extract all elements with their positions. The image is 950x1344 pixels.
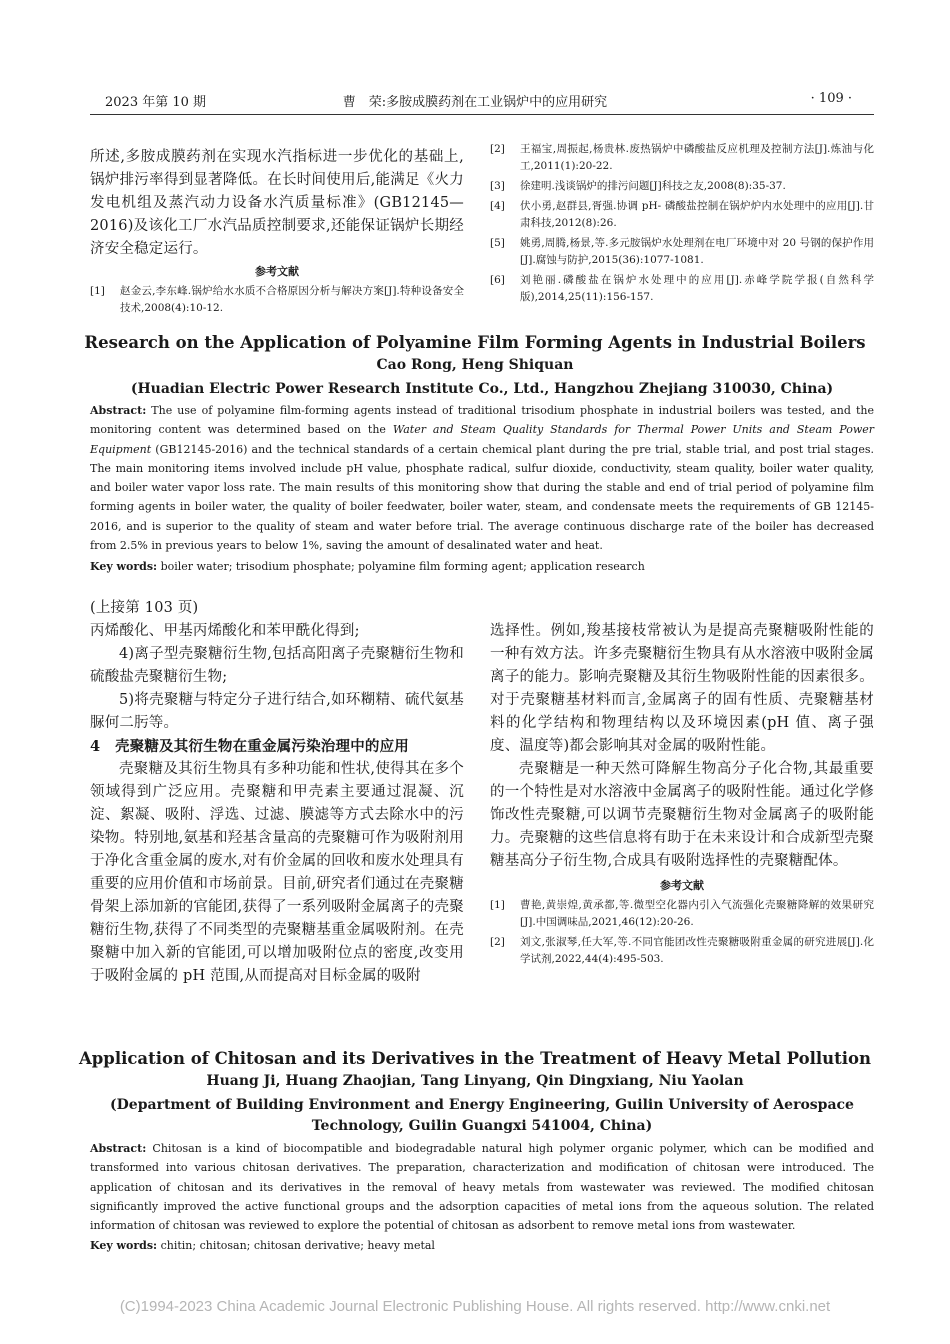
abstract-text: Chitosan is a kind of biocompatible and biodegradable natural high polymer organic polymer, which can be modified and transformed into various chitosan derivatives. The preparation, characterization and modification of chitosan were introduced. The application of chitosan and its derivatives in the removal of heavy metals from wastewater was reviewed. The modified chitosan significantly improved the active functional groups and the adsorption capacities of metal ions from the aqueous solution. The related information of chitosan was reviewed to explore the potential of chitosan as adsorbent to remove metal ions from wastewater. <box>90 1142 874 1233</box>
reference-number: [1] <box>90 285 105 297</box>
keywords-label: Key words: <box>90 560 158 573</box>
article1-english-title: Research on the Application of Polyamine Film Forming Agents in Industrial Boilers <box>84 333 866 352</box>
keywords-text: boiler water; trisodium phosphate; polyamine film forming agent; application research <box>157 560 645 573</box>
reference-item <box>490 897 874 931</box>
reference-number: [3] <box>490 180 505 192</box>
copyright-watermark: (C)1994-2023 China Academic Journal Electronic Publishing House. All rights reserved. http://www.cnki.net <box>119 1298 831 1315</box>
article2-english-authors: Huang Ji, Huang Zhaojian, Tang Linyang, Qin Dingxiang, Niu Yaolan <box>206 1073 744 1089</box>
reference-text: 伏小勇,赵群县,胥强.协调 pH- 磷酸盐控制在锅炉炉内水处理中的应用[J].甘肃科技,2012(8):26. <box>520 200 874 229</box>
running-title: 曹 荣:多胺成膜药剂在工业锅炉中的应用研究 <box>342 95 608 110</box>
abstract-standard-title: Water and Steam Quality Standards for Thermal Power Units and Steam Power Equipment <box>90 423 875 456</box>
reference-item <box>490 178 874 195</box>
reference-number: [4] <box>490 200 505 212</box>
article2-abstract <box>90 1139 874 1235</box>
page-number: · 109 · <box>810 91 852 106</box>
header-rule <box>90 114 874 115</box>
reference-number: [2] <box>490 143 505 155</box>
abstract-label: Abstract: <box>90 404 147 417</box>
article2-english-title: Application of Chitosan and its Derivatives in the Treatment of Heavy Metal Pollution <box>78 1049 872 1068</box>
reference-text: 姚勇,周腾,杨景,等.多元胺锅炉水处理剂在电厂环境中对 20 号钢的保护作用[J].腐蚀与防护,2015(36):1077-1081. <box>520 237 874 266</box>
article1-keywords <box>90 558 874 576</box>
reference-number: [1] <box>490 899 505 911</box>
abstract-text: (GB12145-2016) and the technical standards of a certain chemical plant during the pre trial, stable trial, and post trial stages. The main monitoring items involved include pH value, phosphate radical, sulfur dioxide, conductivity, steam quality, boiler water quality, and boiler water vapor loss rate. The main results of this monitoring show that during the stable and end of trial period of polyamine film forming agents in boiler water, the quality of boiler feedwater, boiler water, steam, and condensate meets the requirements of GB 12145-2016, and is superior to the quality of steam and water before trial. The average continuous discharge rate of the boiler has decreased from 2.5% in previous years to below 1%, saving the amount of desalinated water and heat. <box>90 442 874 553</box>
reference-item <box>490 198 874 232</box>
article1-english-authors: Cao Rong, Heng Shiquan <box>376 357 574 373</box>
abstract-label: Abstract: <box>90 1142 147 1155</box>
reference-item <box>490 272 874 306</box>
reference-text: 刘文,张淑琴,任大军,等.不同官能团改性壳聚糖吸附重金属的研究进展[J].化学试剂,2022,44(4):495-503. <box>520 936 874 965</box>
body-paragraph: 选择性。例如,羧基接枝常被认为是提高壳聚糖吸附性能的一种有效方法。许多壳聚糖衍生物具有从水溶液中吸附金属离子的能力。影响壳聚糖及其衍生物吸附性能的因素很多。对于壳聚糖基材料而言,金属离子的固有性质、壳聚糖基材料的化学结构和物理结构以及环境因素(pH 值、离子强度、温度等)都会影响其对金属的吸附性能。 <box>490 623 874 754</box>
article2-keywords <box>90 1237 874 1255</box>
article1-right-references <box>490 141 874 309</box>
article1-references-title: 参考文献 <box>255 265 299 278</box>
body-paragraph: 丙烯酸化、甲基丙烯酸化和苯甲酰化得到; <box>90 623 360 639</box>
reference-text: 赵金云,李东峰.锅炉给水水质不合格原因分析与解决方案[J].特种设备安全技术,2008(4):10-12. <box>120 285 464 314</box>
body-paragraph: 5)将壳聚糖与特定分子进行结合,如环糊精、硫代氨基脲何二肟等。 <box>90 692 464 731</box>
journal-issue: 2023 年第 10 期 <box>105 95 207 110</box>
article1-abstract <box>90 401 874 555</box>
reference-number: [6] <box>490 274 505 286</box>
body-paragraph: 壳聚糖是一种天然可降解生物高分子化合物,其最重要的一个特性是对水溶液中金属离子的吸附性能。通过化学修饰改性壳聚糖,可以调节壳聚糖衍生物对金属离子的吸附能力。壳聚糖的这些信息将有助于在未来设计和合成新型壳聚糖基高分子衍生物,合成具有吸附选择性的壳聚糖配体。 <box>490 761 874 869</box>
keywords-text: chitin; chitosan; chitosan derivative; heavy metal <box>157 1239 435 1252</box>
continued-note: (上接第 103 页) <box>90 600 199 616</box>
body-paragraph: 4)离子型壳聚糖衍生物,包括高阳离子壳聚糖衍生物和硫酸盐壳聚糖衍生物; <box>90 646 464 685</box>
reference-item <box>90 283 464 317</box>
reference-text: 王福宝,周振起,杨贵林.废热锅炉中磷酸盐反应机理及控制方法[J].炼油与化工,2011(1):20-22. <box>520 143 874 172</box>
article1-left-column <box>90 146 464 320</box>
reference-item <box>490 235 874 269</box>
body-paragraph: 壳聚糖及其衍生物具有多种功能和性状,使得其在多个领域得到广泛应用。壳聚糖和甲壳素主要通过混凝、沉淀、絮凝、吸附、浮选、过滤、膜滤等方式去除水中的污染物。特别地,氨基和羟基含量高的壳聚糖可作为吸附剂用于净化含重金属的废水,对有价金属的回收和废水处理具有重要的应用价值和市场前景。目前,研究者们通过在壳聚糖骨架上添加新的官能团,获得了一系列吸附金属离子的壳聚糖衍生物,获得了不同类型的壳聚糖基重金属吸附剂。在壳聚糖中加入新的官能团,可以增加吸附位点的密度,改变用于吸附金属的 pH 范围,从而提高对目标金属的吸附 <box>90 761 464 984</box>
reference-item <box>490 141 874 175</box>
article2-right-column <box>490 620 874 971</box>
reference-text: 刘艳丽.磷酸盐在锅炉水处理中的应用[J].赤峰学院学报(自然科学版),2014,25(11):156-157. <box>520 274 874 303</box>
article2-references-title: 参考文献 <box>660 879 704 892</box>
reference-text: 徐建明.浅谈锅炉的排污问题[J]科技之友,2008(8):35-37. <box>520 180 786 192</box>
article2-english-affiliation: (Department of Building Environment and Energy Engineering, Guilin University of Aerospace Technology, Guilin Guangxi 541004, China) <box>110 1097 854 1134</box>
abstract-text: The use of polyamine film-forming agents instead of traditional trisodium phosphate in industrial boilers was tested, and the monitoring content was determined based on the <box>90 404 874 437</box>
article2-left-column <box>90 597 464 988</box>
reference-number: [2] <box>490 936 505 948</box>
reference-text: 曹艳,黄崇煌,黄承都,等.微型空化器内引入气流强化壳聚糖降解的效果研究[J].中国调味品,2021,46(12):20-26. <box>520 899 874 928</box>
article1-english-affiliation: (Huadian Electric Power Research Institute Co., Ltd., Hangzhou Zhejiang 310030, China) <box>130 381 834 397</box>
reference-number: [5] <box>490 237 505 249</box>
section-heading: 4 壳聚糖及其衍生物在重金属污染治理中的应用 <box>90 738 409 755</box>
article1-conclusion-text: 所述,多胺成膜药剂在实现水汽指标进一步优化的基础上,锅炉排污率得到显著降低。在长时间使用后,能满足《火力发电机组及蒸汽动力设备水汽质量标准》(GB12145—2016)及该化工厂水汽品质控制要求,还能保证锅炉长期经济安全稳定运行。 <box>90 149 464 257</box>
reference-item <box>490 934 874 968</box>
keywords-label: Key words: <box>90 1239 158 1252</box>
